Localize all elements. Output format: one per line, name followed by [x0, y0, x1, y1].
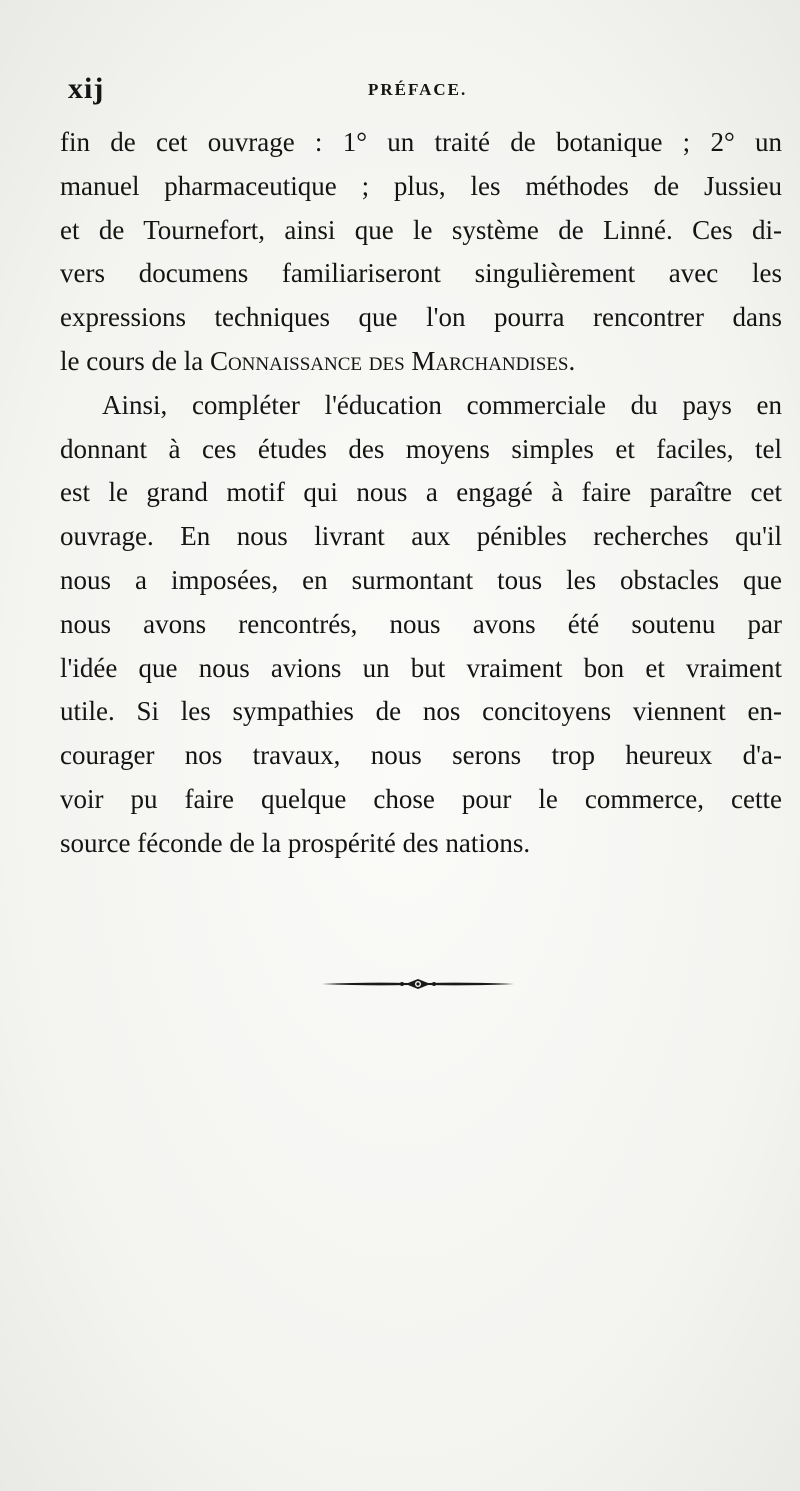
paragraph-2 [60, 384, 782, 866]
text-line: ouvrage. En nous livrant aux pénibles recherches qu'il [60, 521, 782, 552]
text-line: vers documens familiariseront singulièrement avec les [60, 258, 782, 289]
text-line: source féconde de la prospérité des nations. [60, 827, 531, 858]
text-line: est le grand motif qui nous a engagé à faire paraître cet [60, 477, 782, 508]
text-line [60, 340, 782, 384]
text-line: donnant à ces études des moyens simples et faciles, tel [60, 433, 782, 464]
page-number: xij [68, 72, 105, 105]
text-line: nous avons rencontrés, nous avons été soutenu par [60, 608, 782, 639]
text-line: courager nos travaux, nous serons trop heureux d'a- [60, 740, 782, 771]
paragraph-1 [60, 121, 782, 384]
tailpiece-rule-ornament-icon [318, 977, 518, 991]
text-line: voir pu faire quelque chose pour le commerce, cette [60, 783, 782, 814]
text-line: nous a imposées, en surmontant tous les obstacles que [60, 564, 782, 595]
text-line: fin de cet ouvrage : 1° un traité de botanique ; 2° un [60, 127, 782, 157]
text-line: et de Tournefort, ainsi que le système de Linné. Ces di- [60, 214, 782, 245]
text-line: expressions techniques que l'on pourra rencontrer dans [60, 302, 782, 333]
text-line: manuel pharmaceutique ; plus, les méthodes de Jussieu [60, 170, 782, 201]
running-head: PRÉFACE. [368, 80, 468, 99]
text-line: l'idée que nous avions un but vraiment bon et vraiment [60, 652, 782, 683]
text-line: utile. Si les sympathies de nos concitoyens viennent en- [60, 696, 782, 727]
text-fragment: . [568, 345, 576, 376]
text-fragment: le cours de la [60, 345, 210, 376]
book-title-small-caps: Connaissance des Marchandises [209, 345, 569, 376]
page-header [68, 72, 780, 108]
text-line: Ainsi, compléter l'éducation commerciale du pays en [102, 389, 782, 420]
body-text [60, 121, 782, 866]
